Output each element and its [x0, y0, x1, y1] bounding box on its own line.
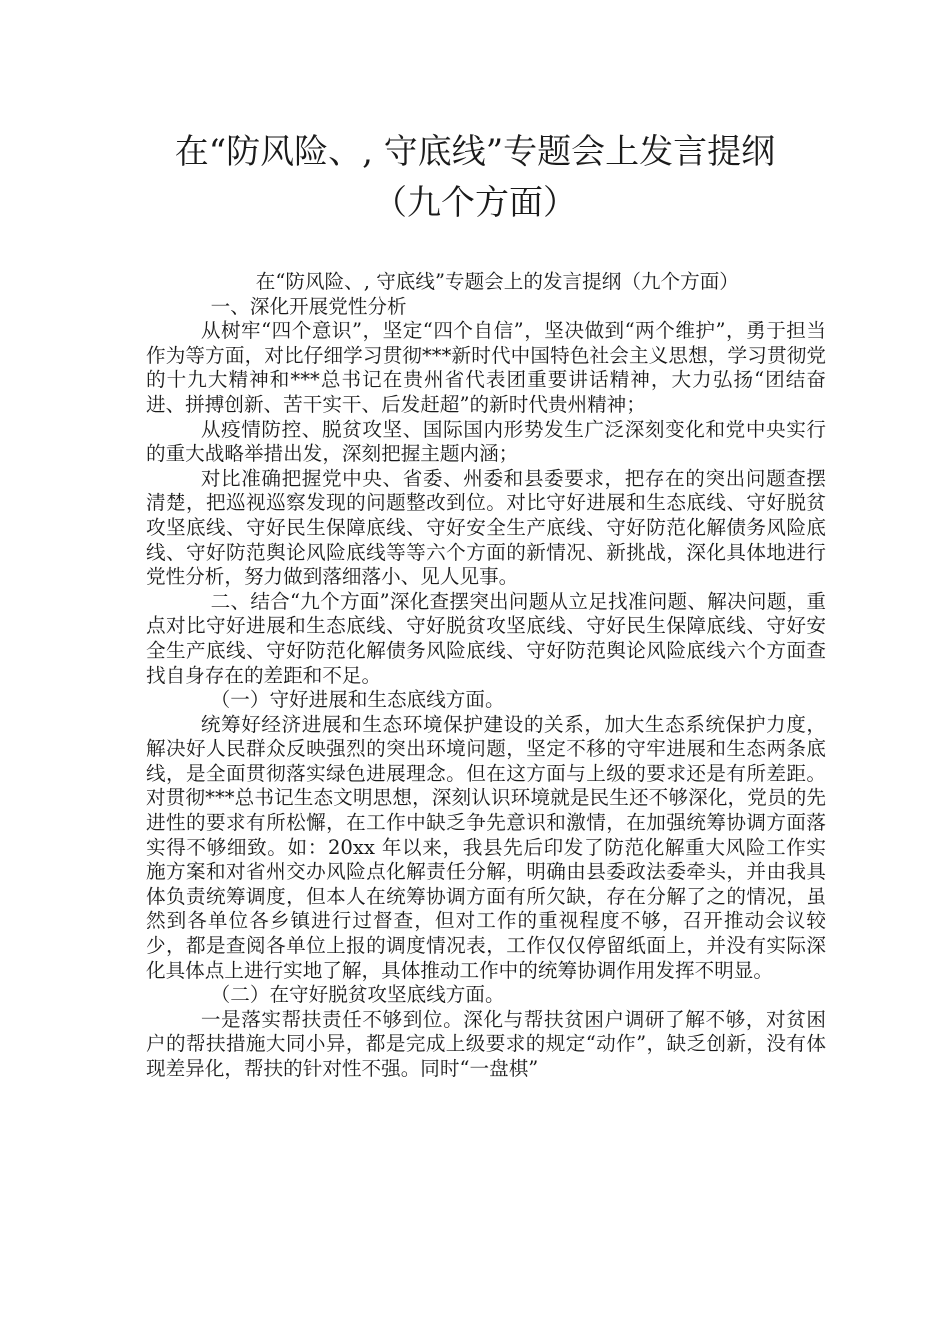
document-title-line-1: 在“防风险、, 守底线”专题会上发言提纲 [174, 132, 776, 172]
body-paragraph: 从疫情防控、脱贫攻坚、国际国内形势发生广泛深刻变化和党中央实行的重大战略举措出发，深刻把握主题内涵； [146, 417, 826, 466]
body-paragraph: 一是落实帮扶责任不够到位。深化与帮扶贫困户调研了解不够，对贫困户的帮扶措施大同小异，都是完成上级要求的规定“动作”，缺乏创新，没有体现差异化，帮扶的针对性不强。同时“一盘棋” [146, 1007, 826, 1080]
section-heading-2: 二、结合“九个方面”深化查摆突出问题从立足找准问题、解决问题，重点对比守好进展和生态底线、守好脱贫攻坚底线、守好民生保障底线、守好安全生产底线、守好防范化解债务风险底线、守好防范舆论风险底线六个方面查找自身存在的差距和不足。 [146, 589, 826, 687]
document-body [146, 270, 826, 1082]
subsection-heading-2: （二）在守好脱贫攻坚底线方面。 [210, 983, 505, 1007]
body-paragraph: 统筹好经济进展和生态环境保护建设的关系，加大生态系统保护力度，解决好人民群众反映强烈的突出环境问题，坚定不移的守牢进展和生态两条底线，是全面贯彻落实绿色进展理念。但在这方面与上级的要求还是有所差距。对贯彻***总书记生态文明思想，深刻认识环境就是民生还不够深化，党员的先进性的要求有所松懈，在工作中缺乏争先意识和激情，在加强统筹协调方面落实得不够细致。如：20xx 年以来，我县先后印发了防范化解重大风险工作实施方案和对省州交办风险点化解责任分解，明确由县委政法委牵头，并由我具体负责统筹调度，但本人在统筹协调方面有所欠缺，存在分解了之的情况，虽然到各单位各乡镇进行过督查，但对工作的重视程度不够，召开推动会议较少，都是查阅各单位上报的调度情况表，工作仅仅停留纸面上，并没有实际深化具体点上进行实地了解，具体推动工作中的统筹协调作用发挥不明显。 [146, 712, 826, 982]
subsection-heading-1: （一）守好进展和生态底线方面。 [210, 688, 505, 712]
body-paragraph: 对比准确把握党中央、省委、州委和县委要求，把存在的突出问题查摆清楚，把巡视巡察发现的问题整改到位。对比守好进展和生态底线、守好脱贫攻坚底线、守好民生保障底线、守好安全生产底线、守好防范化解债务风险底线、守好防范舆论风险底线等等六个方面的新情况、新挑战，深化具体地进行党性分析，努力做到落细落小、见人见事。 [146, 466, 826, 589]
document-title-line-2: （九个方面） [373, 183, 577, 223]
subtitle-paragraph: 在“防风险、, 守底线”专题会上的发言提纲（九个方面） [255, 270, 739, 293]
section-heading-1: 一、深化开展党性分析 [210, 294, 407, 318]
body-paragraph: 从树牢“四个意识”，坚定“四个自信”，坚决做到“两个维护”，勇于担当作为等方面，对比仔细学习贯彻***新时代中国特色社会主义思想，学习贯彻党的十九大精神和***总书记在贵州省代表团重要讲话精神，大力弘扬“团结奋进、拼搏创新、苦干实干、后发赶超”的新时代贵州精神； [146, 319, 826, 416]
